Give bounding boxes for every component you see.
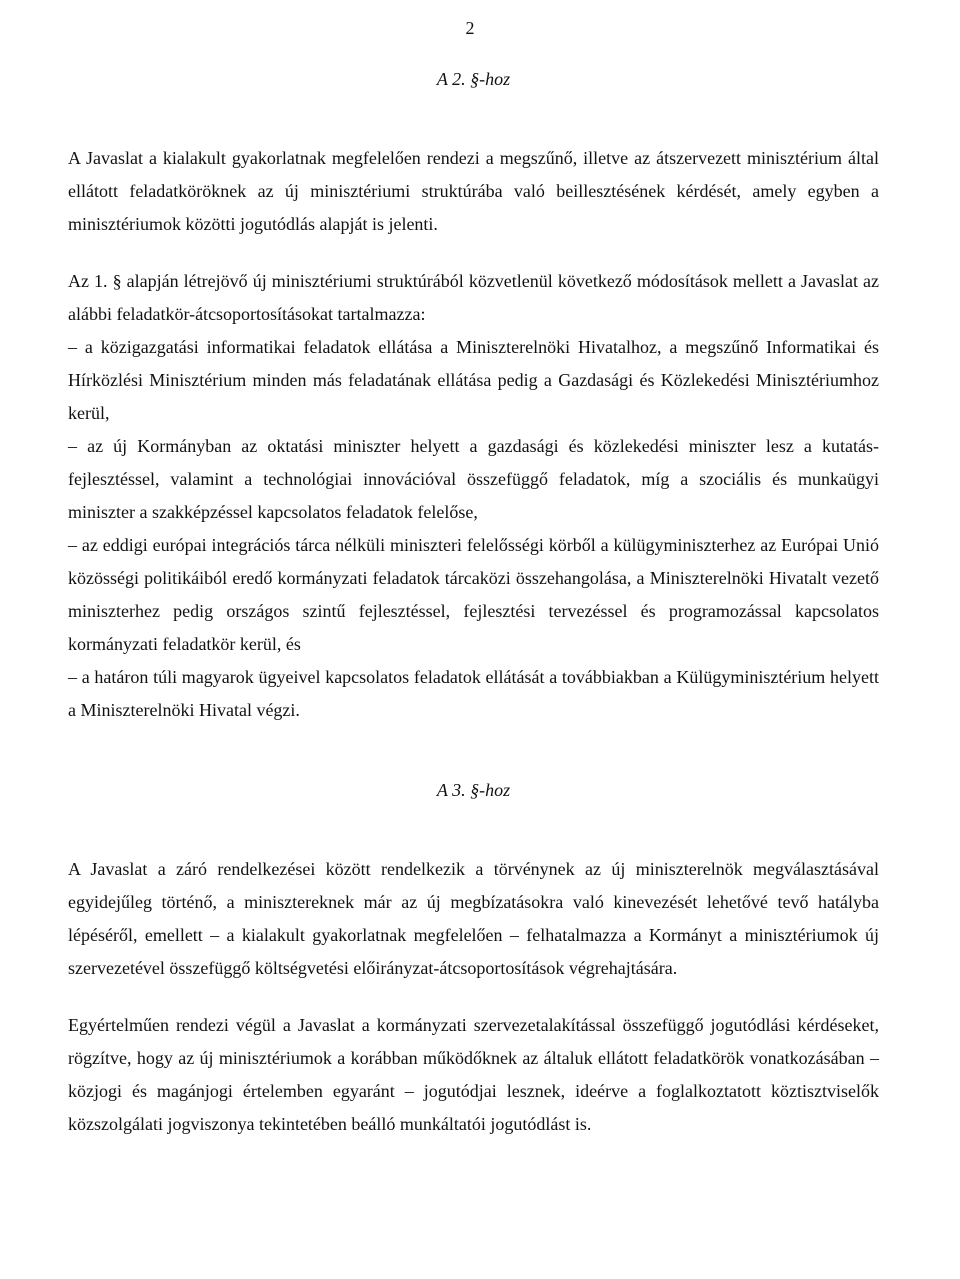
paragraph: A Javaslat a kialakult gyakorlatnak megfelelően rendezi a megszűnő, illetve az átszervezett minisztérium által ellátott feladatköröknek az új minisztériumi struktúrába való beillesztésének kérdését, amely egyben a minisztériumok közötti jogutódlás alapját is jelenti. xyxy=(68,148,879,234)
section-heading-3: A 3. §-hoz xyxy=(436,780,511,800)
document-body xyxy=(68,64,879,1141)
list-item: – az új Kormányban az oktatási miniszter helyett a gazdasági és közlekedési miniszter lesz a kutatás-fejlesztéssel, valamint a technológiai innovációval összefüggő feladatok, míg a szociális és munkaügyi miniszter a szakképzéssel kapcsolatos feladatok felelőse, xyxy=(68,436,879,522)
paragraph: Egyértelműen rendezi végül a Javaslat a kormányzati szervezetalakítással összefüggő jogutódlási kérdéseket, rögzítve, hogy az új minisztériumok a korábban működőknek az általuk ellátott feladatkörök vonatkozásában – közjogi és magánjogi értelemben egyaránt – jogutódjai lesznek, ideérve a foglalkoztatott köztisztviselők közszolgálati jogviszonya tekintetében beálló munkáltatói jogutódlást is. xyxy=(68,1015,879,1134)
section-heading-2: A 2. §-hoz xyxy=(436,69,511,89)
paragraph: Az 1. § alapján létrejövő új minisztériumi struktúrából közvetlenül következő módosítások mellett a Javaslat az alábbi feladatkör-átcsoportosításokat tartalmazza: xyxy=(68,271,879,324)
paragraph: A Javaslat a záró rendelkezései között rendelkezik a törvénynek az új miniszterelnök megválasztásával egyidejűleg történő, a minisztereknek már az új megbízatásokra való kinevezését lehetővé tevő hatályba lépéséről, emellett – a kialakult gyakorlatnak megfelelően – felhatalmazza a Kormányt a minisztériumok új szervezetével összefüggő költségvetési előirányzat-átcsoportosítások végrehajtására. xyxy=(68,859,879,978)
list-item: – az eddigi európai integrációs tárca nélküli miniszteri felelősségi körből a külügyminiszterhez az Európai Unió közösségi politikáiból eredő kormányzati feladatok tárcaközi összehangolása, a Miniszterelnöki Hivatalt vezető miniszterhez pedig országos szintű fejlesztéssel, fejlesztési tervezéssel és programozással kapcsolatos kormányzati feladatkör kerül, és xyxy=(68,535,879,654)
page-number: 2 xyxy=(465,18,475,38)
list-item: – a közigazgatási informatikai feladatok ellátása a Miniszterelnöki Hivatalhoz, a megszűnő Informatikai és Hírközlési Minisztérium minden más feladatának ellátása pedig a Gazdasági és Közlekedési Minisztériumhoz kerül, xyxy=(68,337,879,423)
list-item: – a határon túli magyarok ügyeivel kapcsolatos feladatok ellátását a továbbiakban a Külügyminisztérium helyett a Miniszterelnöki Hivatal végzi. xyxy=(68,667,879,720)
